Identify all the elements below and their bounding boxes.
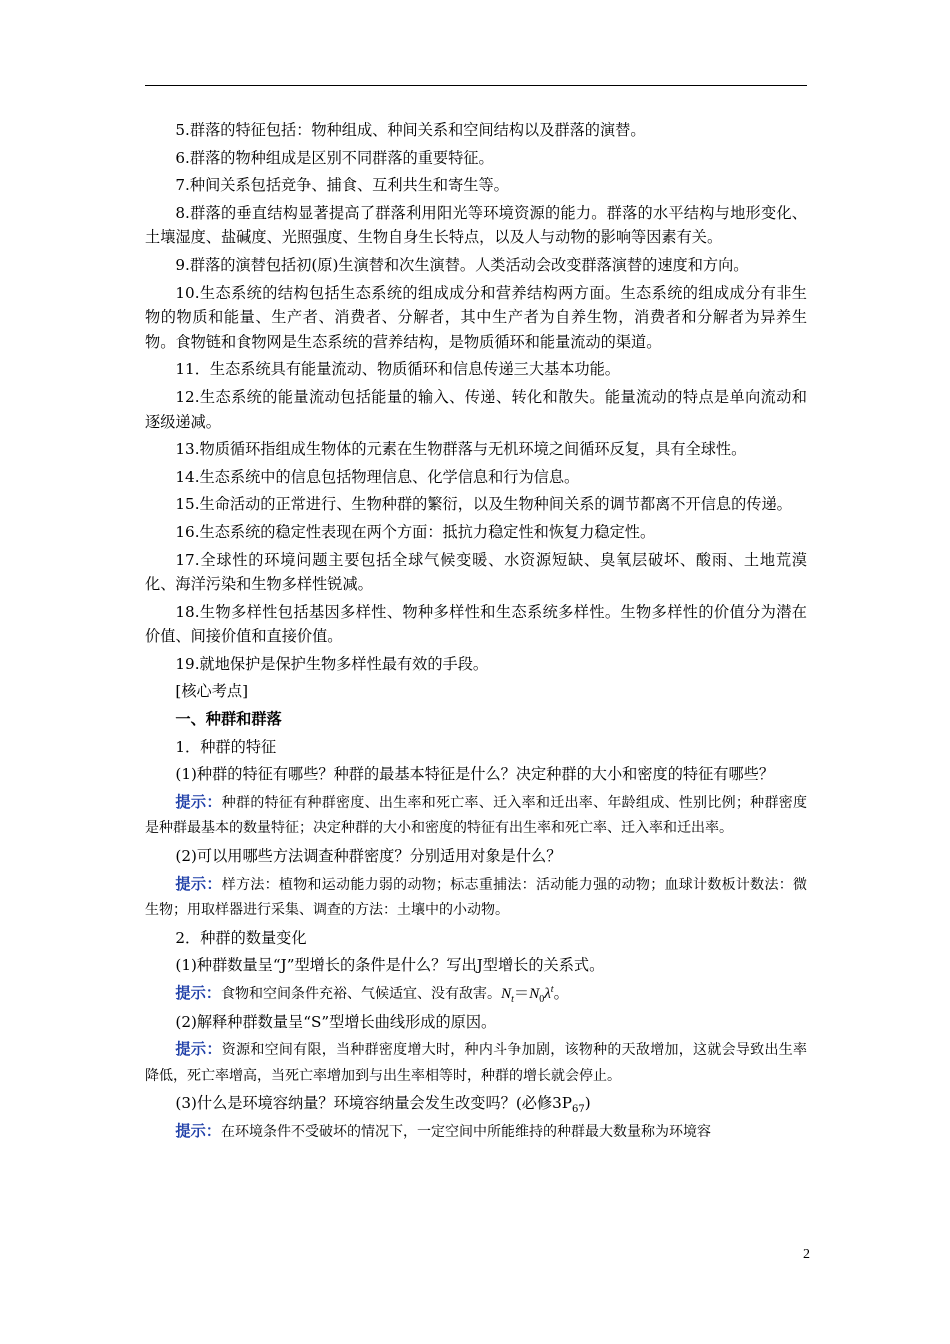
header-rule [145,85,807,86]
answer-2 [145,872,807,923]
list-item: 6.群落的物种组成是区别不同群落的重要特征。 [175,148,494,167]
question-4: (2)解释种群数量呈“S”型增长曲线形成的原因。 [175,1012,497,1031]
list-item: 5.群落的特征包括：物种组成、种间关系和空间结构以及群落的演替。 [175,121,646,139]
answer-4 [145,1037,807,1088]
subsection-title: 1．种群的特征 [175,737,277,756]
list-item: 10.生态系统的结构包括生态系统的组成成分和营养结构两方面。生态系统的组成成分有非生物的物质和能量、生产者、消费者、分解者，其中生产者为自养生物，消费者和分解者为异养生物。食物链和食物网是生态系统的营养结构，是物质循环和能量流动的渠道。 [145,283,807,351]
list-item: 19.就地保护是保护生物多样性最有效的手段。 [175,654,489,673]
question-5: (3)什么是环境容纳量？环境容纳量会发生改变吗？(必修$3P_{67}$) [175,1094,591,1116]
list-item: 8.群落的垂直结构显著提高了群落利用阳光等环境资源的能力。群落的水平结构与地形变化、土壤湿度、盐碱度、光照强度、生物自身生长特点，以及人与动物的影响等因素有关。 [145,203,807,247]
list-item: 14.生态系统中的信息包括物理信息、化学信息和行为信息。 [175,467,580,486]
hint-text: 种群的特征有种群密度、出生率和死亡率、迁入率和迁出率、年龄组成、性别比例；种群密度是种群最基本的数量特征；决定种群的大小和密度的特征有出生率和死亡率、迁入率和迁出率。 [145,794,808,837]
document-body [145,118,807,1148]
hint-label: 提示： [175,792,222,811]
list-item: 17.全球性的环境问题主要包括全球气候变暖、水资源短缺、臭氧层破坏、酸雨、土地荒漠化、海洋污染和生物多样性锐减。 [145,550,807,594]
hint-label: 提示： [175,984,221,1002]
hint-text: 样方法：植物和运动能力弱的动物；标志重捕法：活动能力强的动物；血球计数板计数法：微生物；用取样器进行采集、调查的方法：土壤中的小动物。 [145,876,808,919]
list-item: 12.生态系统的能量流动包括能量的输入、传递、转化和散失。能量流动的特点是单向流动和逐级递减。 [145,387,807,431]
hint-label: 提示： [175,874,222,893]
answer-5 [145,1119,807,1145]
question-2: (2)可以用哪些方法调查种群密度？分别适用对象是什么？ [175,847,562,866]
hint-text: 在环境条件不受破坏的情况下，一定空间中所能维持的种群最大数量称为环境容 [220,1123,711,1140]
question-3: (1)种群数量呈“J”型增长的条件是什么？写出J型增长的关系式。 [175,956,605,975]
hint-label: 提示： [175,1040,222,1059]
list-item: 18.生物多样性包括基因多样性、物种多样性和生态系统多样性。生物多样性的价值分为潜在价值、间接价值和直接价值。 [145,602,807,646]
j-growth-formula: $N_t=N_0\lambda^t$。 [500,983,569,1006]
list-item: 16.生态系统的稳定性表现在两个方面：抵抗力稳定性和恢复力稳定性。 [175,522,656,541]
subsection-title: 2．种群的数量变化 [175,928,307,947]
answer-3 [145,981,807,1007]
list-item: 7.种间关系包括竞争、捕食、互利共生和寄生等。 [175,176,509,195]
list-item: 11．生态系统具有能量流动、物质循环和信息传递三大基本功能。 [175,360,620,379]
core-points-title: [核心考点] [175,682,248,701]
list-item: 15.生命活动的正常进行、生物种群的繁衍，以及生物种间关系的调节都离不开信息的传递。 [175,495,792,514]
hint-label: 提示： [175,1121,221,1140]
list-item: 13.物质循环指组成生物体的元素在生物群落与无机环境之间循环反复，具有全球性。 [175,440,747,459]
hint-text: 食物和空间条件充裕、气候适宜、没有敌害。 [220,986,501,1002]
section-title: 一、种群和群落 [175,710,282,729]
hint-text: 资源和空间有限，当种群密度增大时，种内斗争加剧，该物种的天敌增加，这就会导致出生率降低，死亡率增高，当死亡率增加到与出生率相等时，种群的增长就会停止。 [145,1042,808,1084]
list-item: 9.群落的演替包括初(原)生演替和次生演替。人类活动会改变群落演替的速度和方向。 [175,255,749,274]
page-number: 2 [803,1247,810,1262]
answer-1 [145,790,807,841]
question-1: (1)种群的特征有哪些？种群的最基本特征是什么？决定种群的大小和密度的特征有哪些？ [175,765,775,784]
